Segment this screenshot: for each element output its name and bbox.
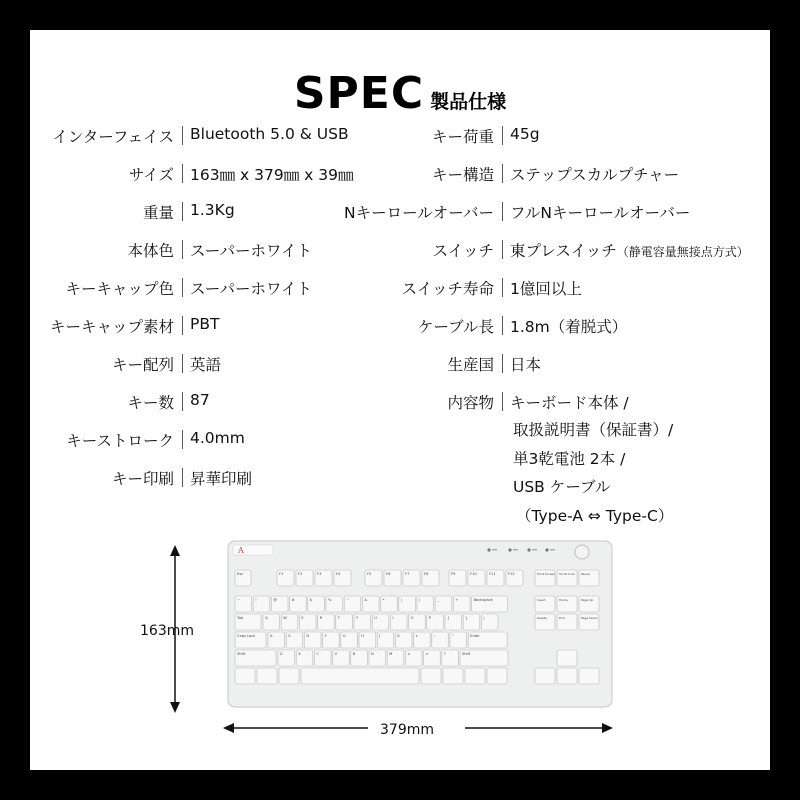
key-caps-legend: Caps Lock — [237, 634, 256, 638]
key-modifier — [443, 668, 463, 684]
key-alpha-legend: T — [337, 616, 341, 620]
key-alpha-legend: X — [298, 652, 301, 656]
key-num-legend: & — [364, 598, 368, 602]
key-alpha-legend: | — [483, 616, 485, 620]
key-alpha-legend: M — [389, 652, 393, 656]
key-num-legend: # — [291, 598, 295, 602]
key-modifier — [421, 668, 441, 684]
key-modifier — [465, 668, 485, 684]
power-button — [575, 545, 589, 559]
key-alpha-legend: E — [301, 616, 304, 620]
spec-sheet — [30, 30, 770, 770]
spec-separator — [502, 278, 503, 297]
spec-row — [280, 125, 770, 149]
spec-separator — [182, 354, 183, 373]
key-f-legend: F8 — [424, 572, 429, 576]
spec-separator — [502, 202, 503, 221]
key-f-legend: F11 — [489, 572, 496, 576]
brand-logo: A — [238, 546, 244, 555]
page-title — [30, 68, 770, 119]
title-main: SPEC — [293, 68, 425, 119]
key-alpha-legend: A — [270, 634, 273, 638]
spec-separator — [182, 468, 183, 487]
spec-row — [280, 239, 770, 263]
indicator-label-mark — [513, 549, 518, 550]
spec-row — [280, 201, 770, 225]
spec-value-text: 4.0mm — [190, 429, 245, 447]
key-f-legend: F1 — [279, 572, 284, 576]
key-f-legend: F4 — [336, 572, 341, 576]
spec-value-text: スーパーホワイト — [190, 280, 312, 298]
spec-row — [280, 353, 770, 377]
spec-separator — [502, 316, 503, 335]
spec-row — [280, 277, 770, 301]
key-num-legend: ^ — [346, 598, 350, 602]
key-num-legend: ! — [255, 598, 257, 602]
spec-value — [190, 353, 221, 375]
contents-line: USB ケーブル — [513, 478, 611, 496]
spec-value — [510, 163, 679, 185]
key-alpha-legend: } — [465, 616, 468, 620]
spec-separator — [502, 240, 503, 259]
spec-value-text: 英語 — [190, 356, 222, 374]
key-f-legend: F5 — [367, 572, 372, 576]
key-f-legend: F12 — [508, 572, 515, 576]
key-nav-legend: Print Screen — [537, 572, 556, 576]
spec-separator — [182, 164, 183, 183]
spec-value-text: 日本 — [510, 356, 542, 374]
spec-value — [190, 315, 219, 333]
key-f-legend: F2 — [298, 572, 303, 576]
spec-label: 生産国 — [447, 356, 494, 374]
spec-value-text: 45g — [510, 125, 540, 143]
key-arrow-up — [557, 650, 577, 666]
key-alpha-legend: F — [324, 634, 327, 638]
key-alpha-legend: : — [433, 634, 436, 638]
spec-label: サイズ — [128, 166, 174, 184]
spec-separator — [502, 392, 503, 411]
key-num-legend: ( — [400, 598, 403, 602]
key-alpha-legend: Q — [265, 616, 268, 620]
spec-value-text: 東プレスイッチ — [510, 242, 617, 260]
key-num-legend: * — [382, 598, 385, 602]
spec-separator — [182, 126, 183, 145]
spec-value-text: 163㎜ x 379㎜ x 39㎜ — [190, 166, 354, 184]
key-nav-legend: Insert — [537, 598, 546, 602]
indicator-label-mark — [492, 549, 497, 550]
key-alpha-legend: C — [316, 652, 319, 656]
key-alpha-legend: D — [306, 634, 310, 638]
spec-value-note: （静電容量無接点方式） — [616, 245, 749, 259]
spec-row — [280, 391, 770, 415]
spec-label: 内容物 — [447, 394, 494, 412]
key-alpha-legend: G — [342, 634, 346, 638]
spec-label: キーストローク — [66, 432, 174, 450]
spec-row — [280, 163, 770, 187]
spec-label: インターフェイス — [52, 128, 174, 146]
key-backspace-legend: Backspace — [473, 598, 493, 602]
spec-label: 重量 — [142, 204, 174, 222]
key-modifier — [257, 668, 277, 684]
key-alpha-legend: > — [425, 652, 429, 656]
indicator-led — [508, 548, 511, 551]
key-nav-legend: Page Down — [581, 616, 598, 620]
spec-value — [190, 429, 245, 447]
spec-separator — [502, 164, 503, 183]
spec-value-text: スーパーホワイト — [190, 242, 312, 260]
key-alpha-legend: L — [415, 634, 418, 638]
spec-label: Nキーロールオーバー — [343, 204, 494, 222]
spec-separator — [502, 126, 503, 145]
key-alpha-legend: V — [334, 652, 338, 656]
key-modifier — [487, 668, 507, 684]
spec-value-text: ステップスカルプチャー — [510, 166, 680, 184]
keyboard-illustration — [227, 540, 613, 708]
height-dimension-label: 163mm — [140, 623, 194, 639]
spec-value-text: キーボード本体 / — [510, 394, 629, 412]
spec-value — [190, 467, 252, 489]
spec-label: ケーブル長 — [417, 318, 494, 336]
width-dimension-label: 379mm — [380, 722, 434, 738]
key-shift-right-legend: Shift — [462, 652, 471, 656]
spec-separator — [182, 316, 183, 335]
spec-value — [510, 201, 690, 223]
key-alpha-legend: H — [361, 634, 364, 638]
key-alpha-legend: U — [374, 616, 377, 620]
key-f-legend: F10 — [470, 572, 477, 576]
spec-label: スイッチ寿命 — [401, 280, 494, 298]
spec-value — [510, 391, 629, 413]
spec-value-text: 1億回以上 — [510, 280, 582, 298]
spec-label: キー構造 — [431, 166, 494, 184]
spec-label: キー印刷 — [111, 470, 174, 488]
spec-value-text: 1.3Kg — [190, 201, 235, 219]
indicator-label-mark — [550, 549, 555, 550]
spec-value — [510, 315, 627, 337]
key-f-legend: F6 — [386, 572, 391, 576]
spec-separator — [182, 392, 183, 411]
spec-row — [30, 467, 512, 491]
spec-value-text: フルNキーロールオーバー — [510, 204, 691, 222]
contents-line: 単3乾電池 2本 / — [513, 450, 626, 468]
key-nav-legend: End — [559, 616, 565, 620]
key-alpha-legend: B — [352, 652, 356, 656]
key-alpha-legend: O — [410, 616, 414, 620]
spec-separator — [182, 278, 183, 297]
key-num-legend: % — [328, 598, 332, 602]
key-alpha-legend: " — [452, 634, 454, 638]
key-num-legend: ) — [419, 598, 421, 602]
indicator-led — [527, 548, 530, 551]
key-alpha-legend: { — [447, 616, 450, 620]
key-alpha-legend: K — [397, 634, 400, 638]
indicator-label-mark — [532, 549, 537, 550]
key-modifier — [235, 668, 255, 684]
spec-value-text: 87 — [190, 391, 210, 409]
spec-value-text: 昇華印刷 — [190, 470, 253, 488]
key-num-legend: @ — [273, 598, 277, 602]
key-num-legend: + — [455, 598, 459, 602]
contents-line: 取扱説明書（保証書）/ — [513, 421, 674, 439]
key-alpha-legend: Z — [280, 652, 283, 656]
indicator-led — [545, 548, 548, 551]
key-arrow — [579, 668, 599, 684]
spec-value-text: PBT — [190, 315, 220, 333]
contents-line: （Type-A ⇔ Type-C） — [516, 507, 674, 525]
key-alpha-legend: W — [283, 616, 287, 620]
key-tab-legend: Tab — [237, 616, 244, 620]
key-alpha-legend: Y — [356, 616, 359, 620]
spec-value-text: 1.8m（着脱式） — [510, 318, 628, 336]
spec-separator — [502, 354, 503, 373]
key-alpha-legend: I — [392, 616, 394, 620]
spec-value — [190, 391, 210, 409]
spec-value — [510, 239, 749, 261]
spec-label: キーキャップ色 — [65, 280, 174, 298]
key-alpha-legend: P — [428, 616, 431, 620]
key-num-legend: _ — [437, 598, 439, 602]
spec-row — [30, 429, 512, 453]
key-arrow — [557, 668, 577, 684]
key-f-legend: F3 — [317, 572, 322, 576]
spec-label: キー数 — [127, 394, 174, 412]
key-alpha-legend: R — [319, 616, 323, 620]
spec-label: 本体色 — [127, 242, 174, 260]
key-esc-legend: Esc — [237, 572, 244, 576]
key-f-legend: F9 — [451, 572, 456, 576]
spec-label: キー配列 — [111, 356, 174, 374]
key-alpha-legend: J — [379, 634, 381, 638]
key-alpha-legend: < — [407, 652, 411, 656]
key-alpha-legend: ? — [443, 652, 446, 656]
key-f-legend: F7 — [405, 572, 410, 576]
key-modifier — [279, 668, 299, 684]
key-nav-legend: Delete — [537, 616, 547, 620]
key-alpha-legend: S — [288, 634, 291, 638]
key-nav-legend: Scroll Lock — [559, 572, 576, 576]
key-enter-legend: Enter — [470, 634, 480, 638]
key-space — [301, 668, 419, 684]
key-arrow — [535, 668, 555, 684]
title-sub: 製品仕様 — [430, 91, 507, 113]
spec-separator — [182, 202, 183, 221]
key-nav-legend: Home — [559, 598, 568, 602]
key-alpha-legend: N — [371, 652, 374, 656]
spec-value-text: Bluetooth 5.0 & USB — [190, 125, 349, 143]
spec-value — [190, 201, 235, 219]
key-num-legend: ~ — [237, 598, 241, 602]
key-nav-legend: Page Up — [581, 598, 594, 602]
spec-label: キー荷重 — [431, 128, 494, 146]
spec-label: スイッチ — [432, 242, 494, 260]
spec-row — [280, 315, 770, 339]
key-nav-legend: Pause — [581, 572, 590, 576]
spec-separator — [182, 240, 183, 259]
key-shift-left-legend: Shift — [237, 652, 246, 656]
spec-label: キーキャップ素材 — [49, 318, 174, 336]
spec-value — [510, 125, 540, 143]
spec-separator — [182, 430, 183, 449]
key-num-legend: $ — [309, 598, 313, 602]
spec-value — [510, 353, 541, 375]
spec-value — [510, 277, 582, 299]
indicator-led — [487, 548, 490, 551]
